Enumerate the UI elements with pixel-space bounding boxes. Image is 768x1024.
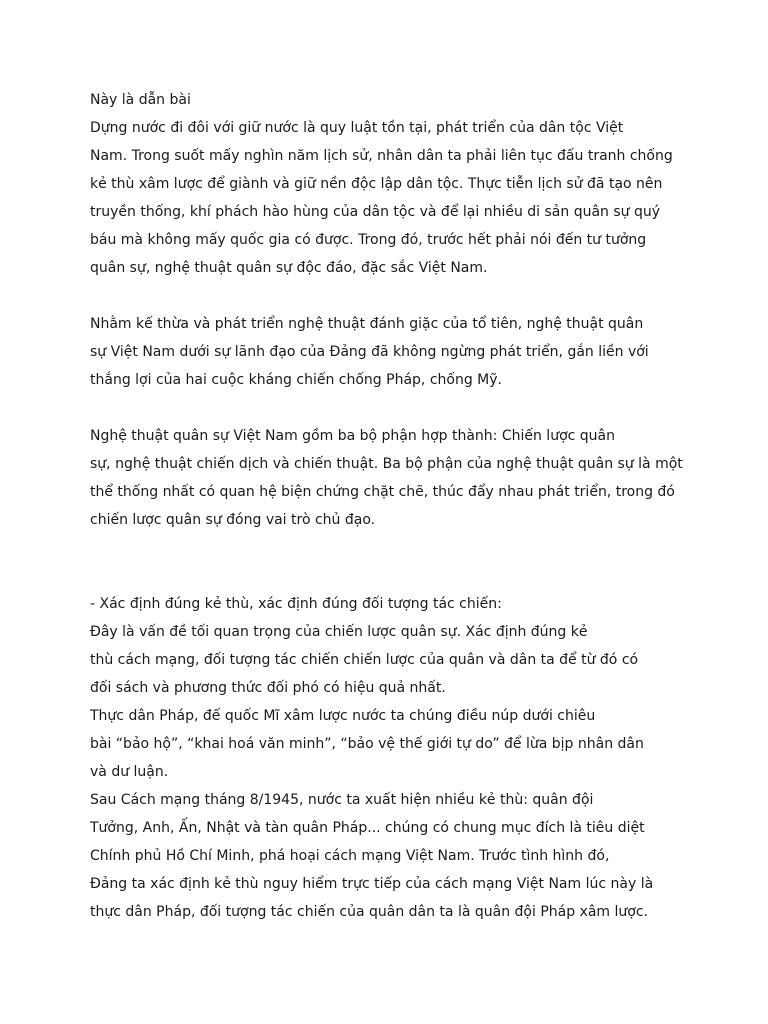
paragraph-line: Dựng nước đi đôi với giữ nước là quy luật tồn tại, phát triển của dân tộc Việt [90, 120, 624, 136]
paragraph-line: thắng lợi của hai cuộc kháng chiến chống Pháp, chống Mỹ. [90, 372, 502, 388]
paragraph-line: Nam. Trong suốt mấy nghìn năm lịch sử, nhân dân ta phải liên tục đấu tranh chống [90, 148, 673, 164]
paragraph-line: quân sự, nghệ thuật quân sự độc đáo, đặc sắc Việt Nam. [90, 260, 488, 276]
paragraph-line: sự Việt Nam dưới sự lãnh đạo của Đảng đã không ngừng phát triển, gắn liền với [90, 344, 649, 360]
paragraph-gap [90, 282, 690, 310]
paragraph-gap [90, 394, 690, 422]
section-line: Đảng ta xác định kẻ thù nguy hiểm trực tiếp của cách mạng Việt Nam lúc này là [90, 876, 654, 892]
paragraph-1 [90, 114, 690, 282]
section-line: Tưởng, Anh, Ấn, Nhật và tàn quân Pháp... chúng có chung mục đích là tiêu diệt [90, 820, 645, 836]
section-line: thực dân Pháp, đối tượng tác chiến của quân dân ta là quân đội Pháp xâm lược. [90, 904, 648, 920]
section-line: bài “bảo hộ”, “khai hoá văn minh”, “bảo vệ thế giới tự do” để lừa bịp nhân dân [90, 736, 644, 752]
section-heading: - Xác định đúng kẻ thù, xác định đúng đối tượng tác chiến: [90, 596, 502, 612]
paragraph-line: báu mà không mấy quốc gia có được. Trong đó, trước hết phải nói đến tư tưởng [90, 232, 647, 248]
section-line: Đây là vấn đề tối quan trọng của chiến lược quân sự. Xác định đúng kẻ [90, 624, 588, 640]
section-enemy-identification [90, 590, 690, 926]
paragraph-line: sự, nghệ thuật chiến dịch và chiến thuật. Ba bộ phận của nghệ thuật quân sự là một [90, 456, 683, 472]
section-line: đối sách và phương thức đối phó có hiệu quả nhất. [90, 680, 446, 696]
paragraph-2 [90, 310, 690, 394]
section-gap [90, 534, 690, 590]
paragraph-line: truyền thống, khí phách hào hùng của dân tộc và để lại nhiều di sản quân sự quý [90, 204, 661, 220]
section-line: Thực dân Pháp, đế quốc Mĩ xâm lược nước ta chúng điều núp dưới chiêu [90, 708, 596, 724]
document-heading: Này là dẫn bài [90, 92, 191, 108]
paragraph-line: chiến lược quân sự đóng vai trò chủ đạo. [90, 512, 376, 528]
paragraph-line: thể thống nhất có quan hệ biện chứng chặt chẽ, thúc đẩy nhau phát triển, trong đó [90, 484, 675, 500]
paragraph-3 [90, 422, 690, 534]
paragraph-line: kẻ thù xâm lược để giành và giữ nền độc lập dân tộc. Thực tiễn lịch sử đã tạo nên [90, 176, 663, 192]
document-page [90, 86, 690, 926]
section-line: và dư luận. [90, 764, 169, 780]
paragraph-line: Nghệ thuật quân sự Việt Nam gồm ba bộ phận hợp thành: Chiến lược quân [90, 428, 615, 444]
section-line: Chính phủ Hồ Chí Minh, phá hoại cách mạng Việt Nam. Trước tình hình đó, [90, 848, 610, 864]
section-line: Sau Cách mạng tháng 8/1945, nước ta xuất hiện nhiều kẻ thù: quân đội [90, 792, 594, 808]
section-line: thù cách mạng, đối tượng tác chiến chiến lược của quân và dân ta để từ đó có [90, 652, 639, 668]
paragraph-line: Nhằm kế thừa và phát triển nghệ thuật đánh giặc của tổ tiên, nghệ thuật quân [90, 316, 644, 332]
